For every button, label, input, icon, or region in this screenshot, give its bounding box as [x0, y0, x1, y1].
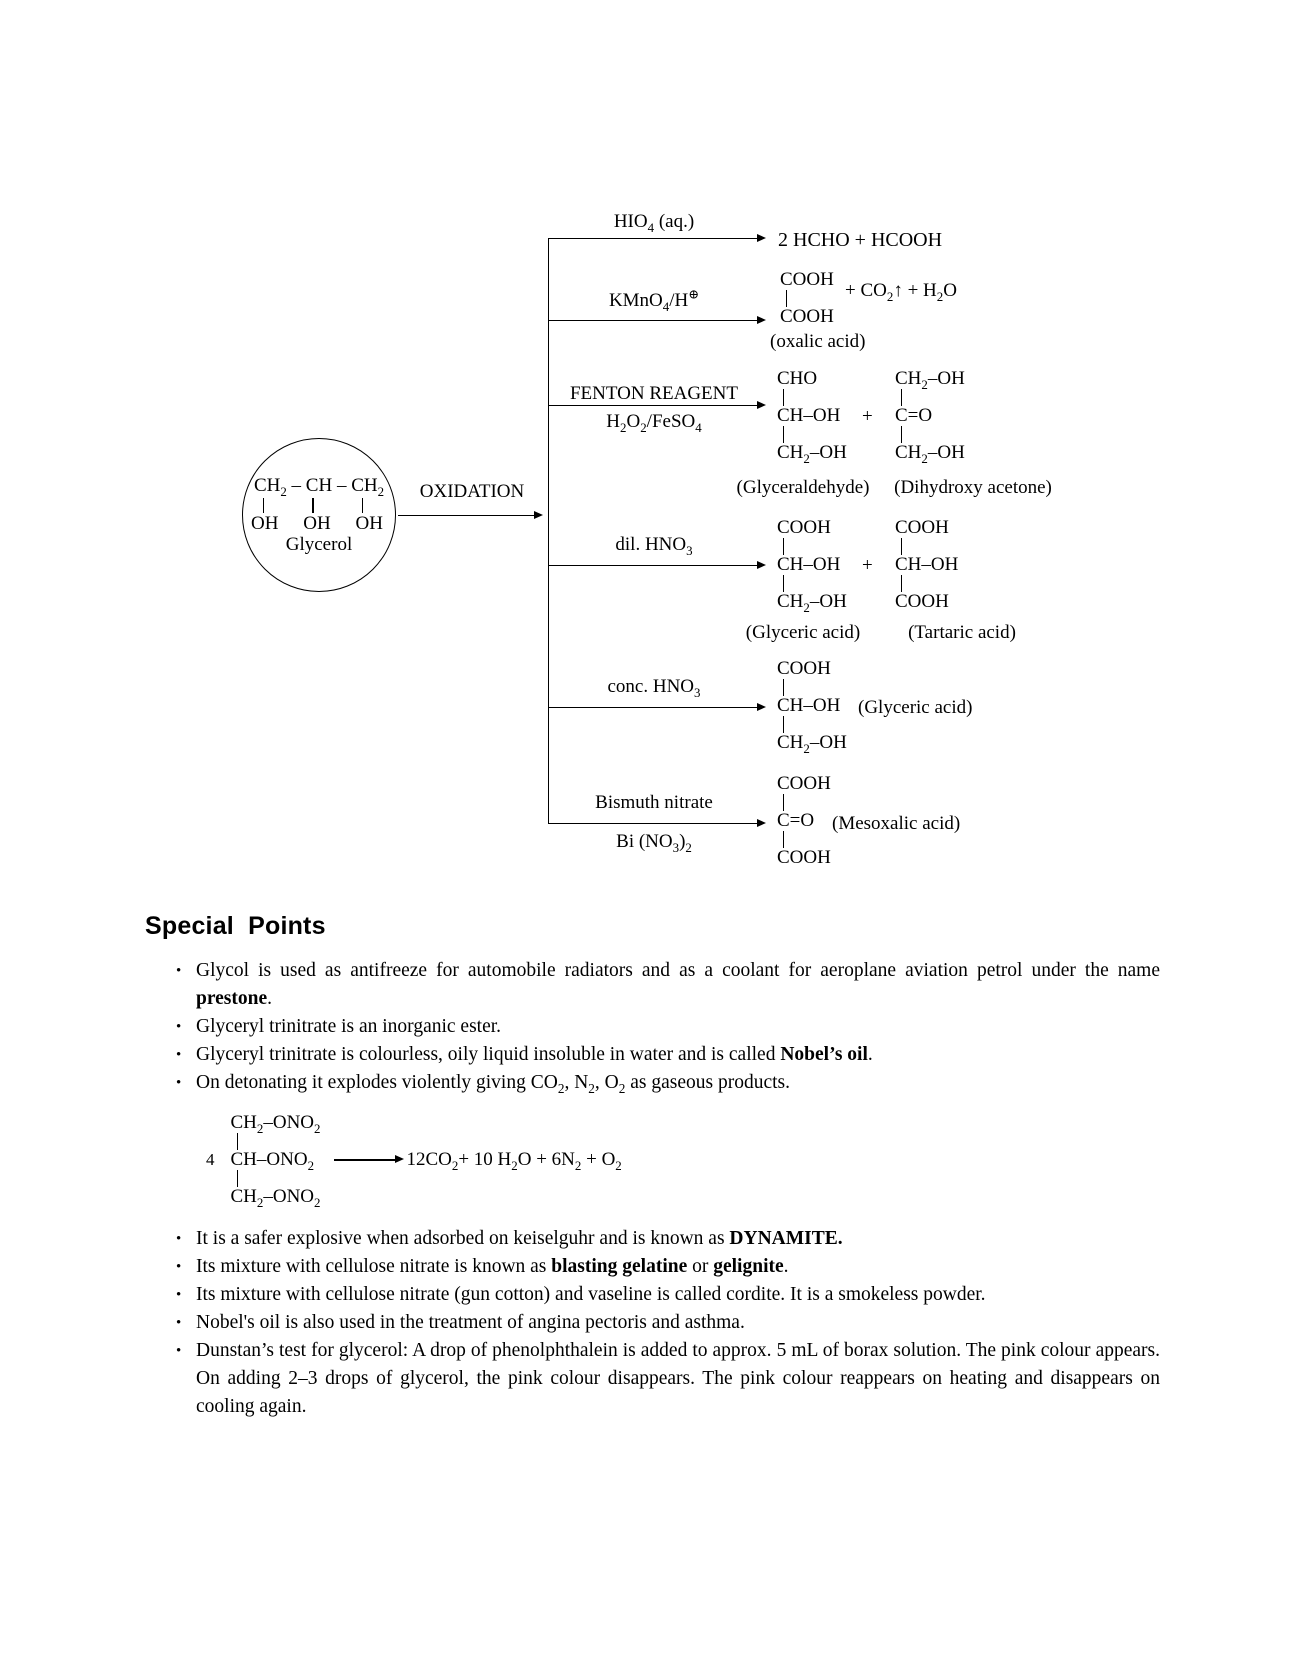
caption-glyceraldehyde: (Glyceraldehyde)	[736, 477, 870, 498]
branch-arrow-line	[548, 320, 757, 321]
mesoxalic-acid-structure	[777, 774, 831, 868]
bullet-item: • Glyceryl trinitrate is an inorganic ester.	[196, 1013, 1160, 1041]
branch-arrowhead-icon	[757, 703, 766, 711]
bond-line	[783, 794, 784, 811]
glyceric-acid-structure	[777, 517, 847, 615]
branch-arrowhead-icon	[757, 316, 766, 324]
special-points-section	[0, 912, 1296, 1421]
formula-line: COOH	[777, 658, 831, 679]
formula-line: COOH	[777, 773, 831, 794]
bullet-item: • Nobel's oil is also used in the treatment of angina pectoris and asthma.	[196, 1309, 1160, 1337]
formula-line: COOH	[780, 269, 834, 290]
glyceric-acid-structure-2	[777, 658, 847, 756]
reagent-label-fenton: FENTON REAGENT	[569, 383, 738, 404]
formula-line: $CH_2-ONO_2$	[230, 1186, 321, 1210]
formula-line: CHO	[777, 368, 818, 389]
formula-line: COOH	[777, 847, 831, 868]
bond-line	[901, 389, 902, 406]
bond-line	[263, 498, 264, 513]
branch-arrow-line	[548, 238, 757, 239]
reagent-label-hio4: $HIO_4$ (aq.)	[613, 211, 695, 235]
equation-coefficient: 4	[206, 1150, 215, 1169]
glycerol-hydroxyls	[251, 513, 383, 535]
formula-line: $CH_2-OH$	[895, 442, 965, 466]
oxidation-label: OXIDATION	[419, 481, 525, 502]
glycerol-label: Glycerol	[285, 534, 353, 555]
formula-line: CH–OH	[777, 405, 841, 426]
bullet-item: • It is a safer explosive when adsorbed on keiselguhr and is known as DYNAMITE.	[196, 1225, 1160, 1253]
bond-line	[783, 389, 784, 406]
formula-line: COOH	[780, 306, 834, 327]
bullet-list	[0, 957, 1296, 1097]
bond-line	[783, 831, 784, 848]
reagent-sublabel-h2o2-feso4: $H_2O_2/FeSO_4$	[606, 411, 702, 435]
formula-line: $CH_2-OH$	[777, 732, 847, 756]
bond-line	[783, 538, 784, 555]
bond-line	[783, 679, 784, 696]
dihydroxyacetone-structure	[895, 368, 965, 466]
bond-line	[786, 290, 787, 307]
caption-glyceric-acid: (Glyceric acid)	[745, 622, 861, 643]
plus-sign: +	[862, 406, 873, 427]
formula-line: $CH_2-ONO_2$	[230, 1112, 321, 1136]
branch-arrowhead-icon	[757, 561, 766, 569]
caption-dihydroxy-acetone: (Dihydroxy acetone)	[894, 477, 1052, 498]
caption-glyceric-acid-inline: (Glyceric acid)	[858, 697, 973, 718]
bond-line	[901, 575, 902, 592]
formula-line: $CH_2-OH$	[895, 368, 965, 392]
trunk-line	[548, 238, 549, 824]
formula-line: CH–OH	[777, 554, 841, 575]
reaction-arrow-icon	[334, 1159, 396, 1160]
formula-line: CH–OH	[895, 554, 959, 575]
oxalic-acid-structure	[780, 270, 834, 327]
bond-line	[362, 498, 363, 513]
branch-arrow-line	[548, 707, 757, 708]
bond-line	[783, 575, 784, 592]
bond-line	[901, 426, 902, 443]
hydroxyl-group: OH	[355, 513, 383, 534]
bullet-item: • Its mixture with cellulose nitrate (gun cotton) and vaseline is called cordite. It is a smokeless powder.	[196, 1281, 1160, 1309]
reagent-label-bismuth-nitrate: Bismuth nitrate	[595, 792, 713, 813]
caption-oxalic-acid: (oxalic acid)	[770, 331, 866, 352]
oxidation-arrow-line	[398, 515, 534, 516]
equation-products: $12CO_2+ 10$ $H_2O + 6N_2 + O_2$	[406, 1149, 622, 1173]
product-formaldehyde-formic: 2 HCHO + HCOOH	[778, 229, 943, 251]
bond-line	[237, 1170, 238, 1187]
branch-arrowhead-icon	[757, 234, 766, 242]
byproducts-co2-h2o: + $CO_2↑ + H_2O$	[845, 280, 957, 304]
formula-line: CH–OH	[777, 695, 841, 716]
formula-line: C=O	[895, 405, 933, 426]
reagent-label-dil-hno3: dil. $HNO_3$	[615, 534, 693, 558]
bullet-item: • Its mixture with cellulose nitrate is known as blasting gelatine or gelignite.	[196, 1253, 1160, 1281]
caption-tartaric-acid: (Tartaric acid)	[908, 622, 1016, 643]
formula-line: COOH	[895, 517, 949, 538]
hydroxyl-group: OH	[251, 513, 279, 534]
bond-line	[237, 1133, 238, 1150]
bullet-item: • Dunstan’s test for glycerol: A drop of phenolphthalein is added to approx. 5 mL of borax solution. The pink colour appears. On adding 2–3 drops of glycerol, the pink colour disappears. The pink colour reappears on heating and disappears on cooling again.	[196, 1337, 1160, 1421]
branch-arrowhead-icon	[757, 401, 766, 409]
bond-line	[901, 538, 902, 555]
formula-line: $CH_2-OH$	[777, 591, 847, 615]
reagent-sublabel-bi-no3: Bi $(NO_3)_2$	[616, 831, 692, 855]
glycerol-bonds	[263, 498, 363, 513]
bullet-item: • Glyceryl trinitrate is colourless, oily liquid insoluble in water and is called Nobel’s oil.	[196, 1041, 1160, 1069]
formula-line: $CH-ONO_2$	[230, 1149, 315, 1173]
hydroxyl-group: OH	[303, 513, 331, 534]
oxidation-arrowhead-icon	[534, 511, 543, 519]
glycerol-backbone: $CH_2$ – CH – $CH_2$	[253, 475, 385, 499]
branch-arrow-line	[548, 405, 757, 406]
glyceryl-trinitrate-structure	[230, 1112, 321, 1210]
plus-sign: +	[862, 555, 873, 576]
branch-arrow-line	[548, 823, 757, 824]
formula-line: COOH	[777, 517, 831, 538]
bullet-item: • On detonating it explodes violently giving $CO_2$, $N_2$, $O_2$ as gaseous products.	[196, 1069, 1160, 1097]
bullet-item: • Glycol is used as antifreeze for automobile radiators and as a coolant for aeroplane aviation petrol under the name prestone.	[196, 957, 1160, 1013]
formula-line: $CH_2-OH$	[777, 442, 847, 466]
formula-line: C=O	[777, 810, 815, 831]
bond-line	[312, 498, 313, 513]
bullet-list	[0, 1225, 1296, 1421]
glyceraldehyde-structure	[777, 368, 847, 466]
branch-arrow-line	[548, 565, 757, 566]
reagent-label-conc-hno3: conc. $HNO_3$	[607, 676, 701, 700]
reagent-label-kmno4: KMnO$_4$/H⊕	[608, 286, 700, 314]
glycerol-circle	[242, 438, 396, 592]
section-heading: Special Points	[145, 912, 326, 940]
tartaric-acid-structure	[895, 518, 958, 612]
formula-line: COOH	[895, 591, 949, 612]
caption-mesoxalic-acid: (Mesoxalic acid)	[832, 813, 961, 834]
branch-arrowhead-icon	[757, 819, 766, 827]
bond-line	[783, 716, 784, 733]
detonation-equation	[206, 1112, 1296, 1210]
bond-line	[783, 426, 784, 443]
